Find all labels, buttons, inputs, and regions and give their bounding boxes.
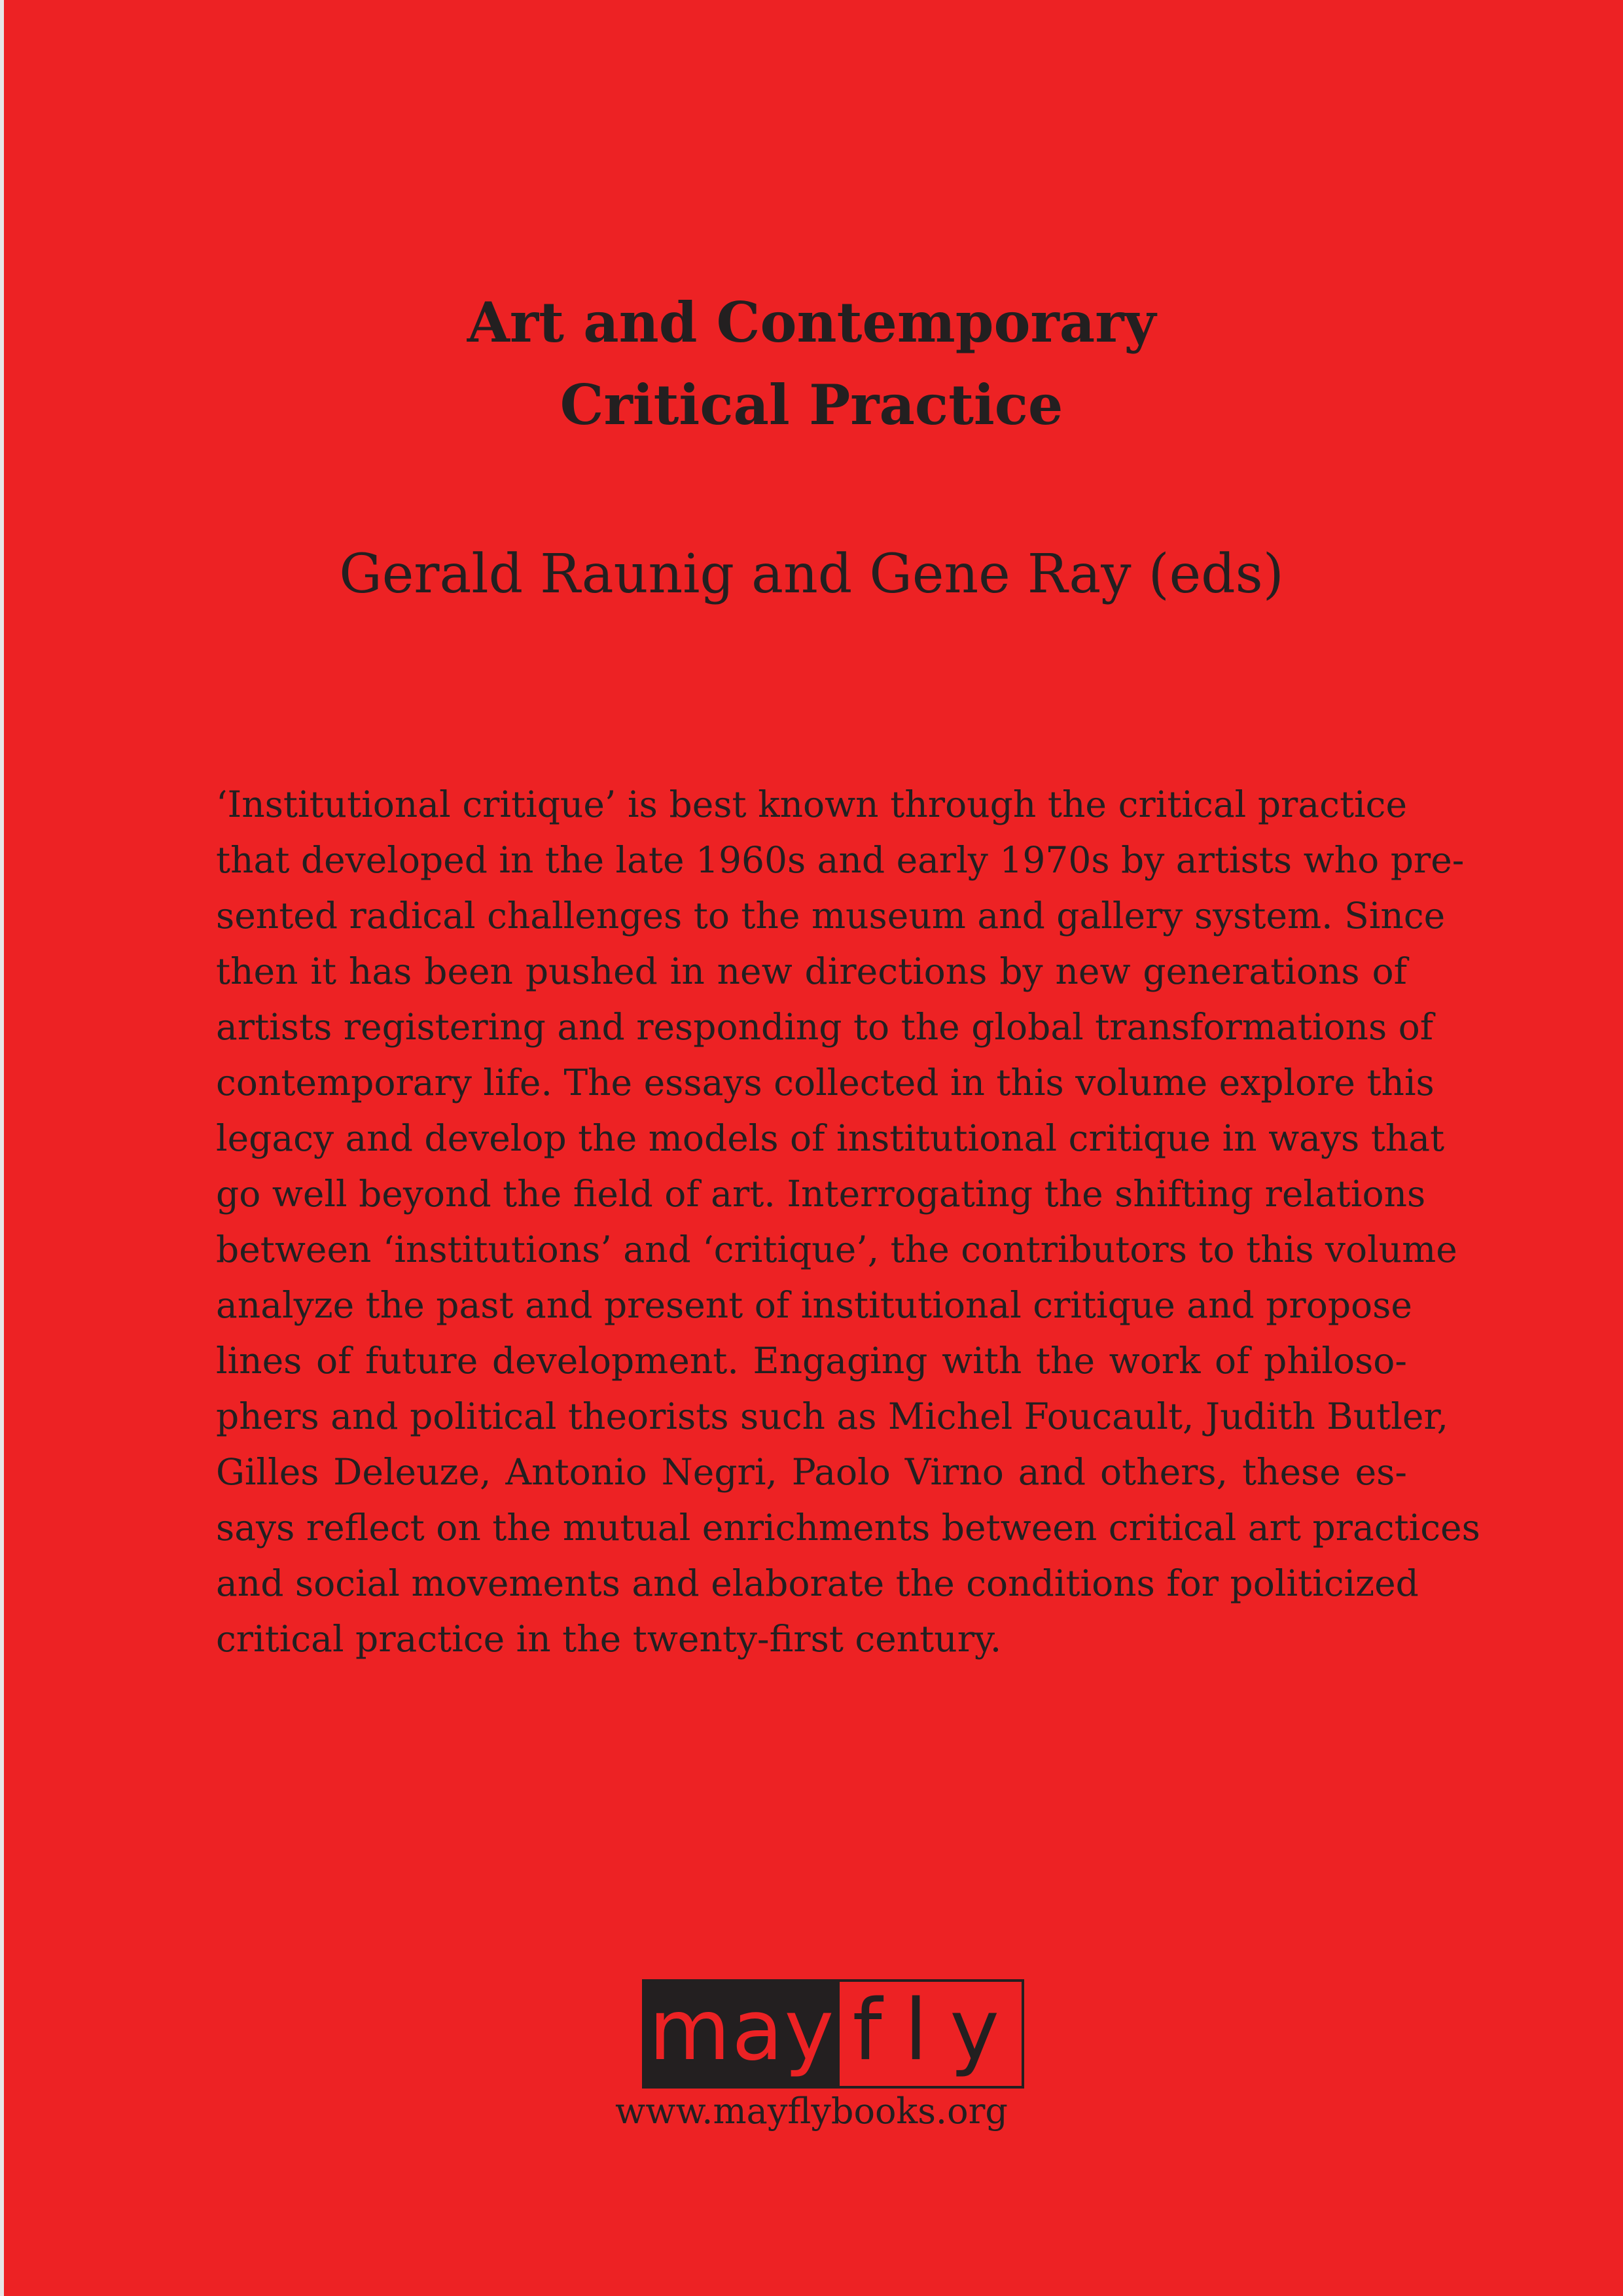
blurb-line: Gilles Deleuze, Antonio Negri, Paolo Virno and others, these es- [216, 1451, 1407, 1493]
blurb-line: and social movements and elaborate the conditions for politicized [216, 1562, 1419, 1604]
blurb-line: contemporary life. The essays collected in this volume explore this [216, 1062, 1435, 1103]
blurb-paragraph [216, 777, 1480, 1667]
blurb-line: artists registering and responding to the global transformations of [216, 1006, 1434, 1048]
blurb-line: analyze the past and present of institutional critique and propose [216, 1284, 1412, 1326]
book-title [0, 281, 1623, 446]
blurb-line: says reflect on the mutual enrichments between critical art practices [216, 1507, 1480, 1549]
editors-line: Gerald Raunig and Gene Ray (eds) [339, 543, 1284, 605]
publisher-logo [642, 1979, 1024, 2089]
blurb-line: critical practice in the twenty-first century. [216, 1618, 1002, 1660]
publisher-website: www.mayflybooks.org [615, 2090, 1008, 2132]
title-line-1: Art and Contemporary [467, 290, 1156, 355]
title-line-2: Critical Practice [560, 372, 1063, 437]
blurb-line: sented radical challenges to the museum and gallery system. Since [216, 895, 1446, 937]
blurb-line: then it has been pushed in new directions by new generations of [216, 950, 1407, 992]
blurb-line: legacy and develop the models of institutional critique in ways that [216, 1117, 1445, 1159]
blurb-line: go well beyond the field of art. Interrogating the shifting relations [216, 1173, 1426, 1215]
blurb-line: phers and political theorists such as Michel Foucault, Judith Butler, [216, 1395, 1449, 1437]
logo-may-text: may [645, 1982, 840, 2086]
blurb-line: lines of future development. Engaging with the work of philoso- [216, 1340, 1407, 1382]
blurb-line: between ‘institutions’ and ‘critique’, the contributors to this volume [216, 1229, 1457, 1270]
blurb-line: ‘Institutional critique’ is best known through the critical practice [216, 783, 1407, 825]
blurb-line: that developed in the late 1960s and early 1970s by artists who pre- [216, 839, 1465, 881]
logo-fly-text: fly [852, 1982, 1022, 2079]
